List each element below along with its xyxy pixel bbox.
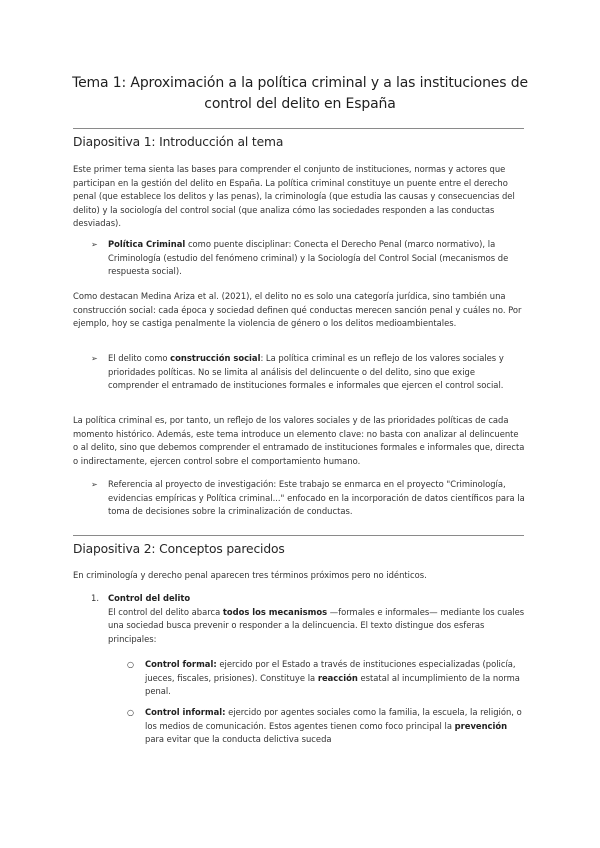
number-marker: 1. [91, 593, 99, 603]
slide2-intro: En criminología y derecho penal aparecen tres términos próximos pero no idénticos. [73, 570, 427, 580]
sub-item-2-bold: Control informal: [145, 707, 226, 717]
bullet-1-bold: Política Criminal [108, 239, 186, 249]
numbered-item-pre: El control del delito abarca [108, 606, 223, 617]
numbered-item-1 [91, 592, 527, 646]
sub-item-2-pre: ejercido por agentes sociales como la familia, la escuela, la religión, o los medios de comunicación. Estos agentes tienen como foco principal la [145, 707, 522, 731]
divider-middle [73, 535, 524, 536]
numbered-item-bold: todos los mecanismos [222, 606, 328, 617]
slide1-paragraph-2: Como destacan Medina Ariza et al. (2021), el delito no es solo una categoría jurídica, sino también una construcción social: cada época y sociedad definen qué conductas merecen sanción penal y cuáles no. Por ejemplo, hoy se castiga penalmente la violencia de género o los delitos medioambientales. [73, 291, 522, 328]
bullet-3-text: Referencia al proyecto de investigación: Este trabajo se enmarca en el proyecto "Criminología, evidencias empíricas y Política criminal..." enfocado en la incorporación de datos científicos para la toma de decisiones sobre la criminalización de conductas. [108, 479, 525, 516]
sub-item-2-text: para evitar que la conducta delictiva suceda [145, 734, 332, 744]
slide1-paragraph-3: La política criminal es, por tanto, un reflejo de los valores sociales y de las prioridades políticas de cada momento histórico. Además, este tema introduce un elemento clave: no basta con analizar al delincuente o al delito, sino que debemos comprender el entramado de instituciones formales e informales que, directa o indirectamente, ejercen control sobre el comportamiento humano. [73, 415, 525, 466]
sub-item-1-text: estatal al incumplimiento de la norma penal. [145, 672, 520, 696]
slide1-bullet-1 [91, 238, 527, 279]
numbered-item-title: Control del delito [108, 593, 191, 603]
sub-item-2-bold-2: prevención [454, 720, 508, 731]
circle-bullet-icon: ○ [127, 708, 134, 717]
arrow-bullet-icon: ➢ [91, 354, 98, 363]
slide1-heading: Diapositiva 1: Introducción al tema [73, 135, 284, 149]
slide1-bullet-3 [91, 478, 527, 519]
arrow-bullet-icon: ➢ [91, 240, 98, 249]
slide1-bullet-2 [91, 352, 527, 393]
sub-item-1-pre: ejercido por el Estado a través de instituciones especializadas (policía, jueces, fiscales, prisiones). Constituye la [145, 659, 516, 683]
bullet-2-pre: El delito como [108, 353, 171, 363]
slide1-paragraph-1: Este primer tema sienta las bases para comprender el conjunto de instituciones, normas y actores que participan en la gestión del delito en España. La política criminal constituye un puente entre el derecho penal (que establece los delitos y las penas), la criminología (que estudia las causas y consecuencias del delito) y la sociología del control social (que analiza cómo las sociedades responden a las conductas desviadas). [73, 164, 515, 228]
sub-item-1-bold: Control formal: [145, 659, 217, 669]
bullet-1-text: como puente disciplinar: Conecta el Derecho Penal (marco normativo), la Criminología (estudio del fenómeno criminal) y la Sociología del Control Social (mecanismos de respuesta social). [108, 239, 509, 276]
arrow-bullet-icon: ➢ [91, 480, 98, 489]
numbered-item-text: —formales e informales— mediante los cuales una sociedad busca prevenir o responder a la delincuencia. El texto distingue dos esferas principales: [108, 606, 525, 644]
document-title: Tema 1: Aproximación a la política criminal y a las instituciones de control del delito en España [72, 75, 528, 112]
sub-item-control-formal [127, 658, 527, 699]
circle-bullet-icon: ○ [127, 660, 134, 669]
divider-top [73, 128, 524, 129]
sub-item-1-bold-2: reacción [317, 672, 358, 683]
slide2-heading: Diapositiva 2: Conceptos parecidos [73, 542, 285, 556]
sub-item-control-informal [127, 706, 527, 747]
bullet-2-bold: construcción social [170, 353, 261, 363]
bullet-2-text: : La política criminal es un reflejo de los valores sociales y prioridades políticas. No se limita al análisis del delincuente o del delito, sino que exige comprender el entramado de instituciones formales e informales que ejercen el control social. [108, 353, 504, 390]
